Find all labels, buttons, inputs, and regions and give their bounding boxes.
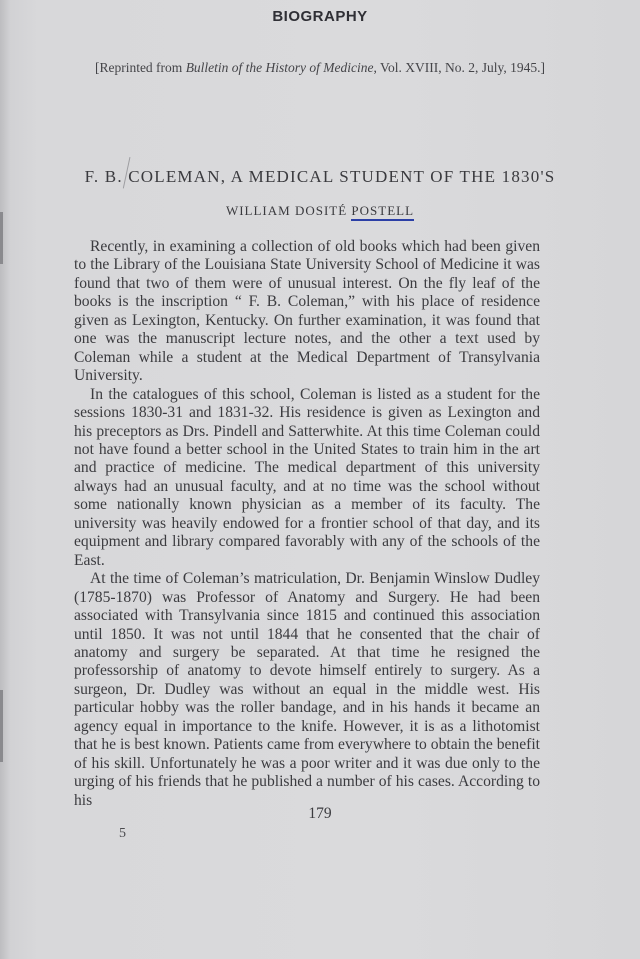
reprint-notice	[0, 60, 640, 76]
article-body	[74, 238, 540, 810]
journal-name: Bulletin of the History of Medicine	[185, 60, 374, 75]
biography-stamp: BIOGRAPHY	[272, 8, 368, 25]
paragraph: At the time of Coleman’s matriculation, Dr. Benjamin Winslow Dudley (1785-1870) was Professor of Anatomy and Surgery. He had been associated with Transylvania since 1815 and continued this association until 1850. It was not until 1844 that he consented that the chair of anatomy and surgery be separated. At that time he resigned the professorship of anatomy to devote himself entirely to surgery. As a surgeon, Dr. Dudley was without an equal in the middle west. His particular hobby was the roller bandage, and in his hands it became an agency equal in importance to the knife. However, it is as a lithotomist that he is best known. Patients came from everywhere to obtain the benefit of his skill. Unfortunately he was a poor writer and it was due only to the urging of his friends that he published a number of his cases. According to his	[74, 570, 540, 809]
article-author	[0, 203, 640, 219]
binding-mark-top	[0, 212, 3, 264]
author-last-name: POSTELL	[351, 203, 414, 221]
author-first-name: WILLIAM DOSITÉ	[225, 203, 352, 218]
article-title: F. B. COLEMAN, A MEDICAL STUDENT OF THE 1830'S	[84, 167, 556, 186]
binding-mark-bottom	[0, 690, 3, 762]
reprint-prefix: [Reprinted from	[94, 60, 186, 75]
paragraph: Recently, in examining a collection of old books which had been given to the Library of the Louisiana State University School of Medicine it was found that two of them were of unusual interest. On the fly leaf of the books is the inscription “ F. B. Coleman,” with his place of residence given as Lexington, Kentucky. On further examination, it was found that one was the manuscript lecture notes, and the other a text used by Coleman while a student at the Medical Department of Transylvania University.	[74, 238, 540, 385]
signature-mark: 5	[119, 826, 126, 841]
reprint-suffix: , Vol. XVIII, No. 2, July, 1945.]	[373, 60, 546, 75]
paragraph: In the catalogues of this school, Coleman is listed as a student for the sessions 1830-31 and 1831-32. His residence is given as Lexington and his preceptors as Drs. Pindell and Satterwhite. At this time Coleman could not have found a better school in the United States to train him in the art and practice of medicine. The medical department of this university always had an unusual faculty, and at no time was the school without some nationally known physician as a member of its faculty. The university was heavily endowed for a frontier school of that day, and its equipment and library compared favorably with any of the schools of the East.	[74, 385, 540, 569]
page-number: 179	[308, 805, 332, 822]
